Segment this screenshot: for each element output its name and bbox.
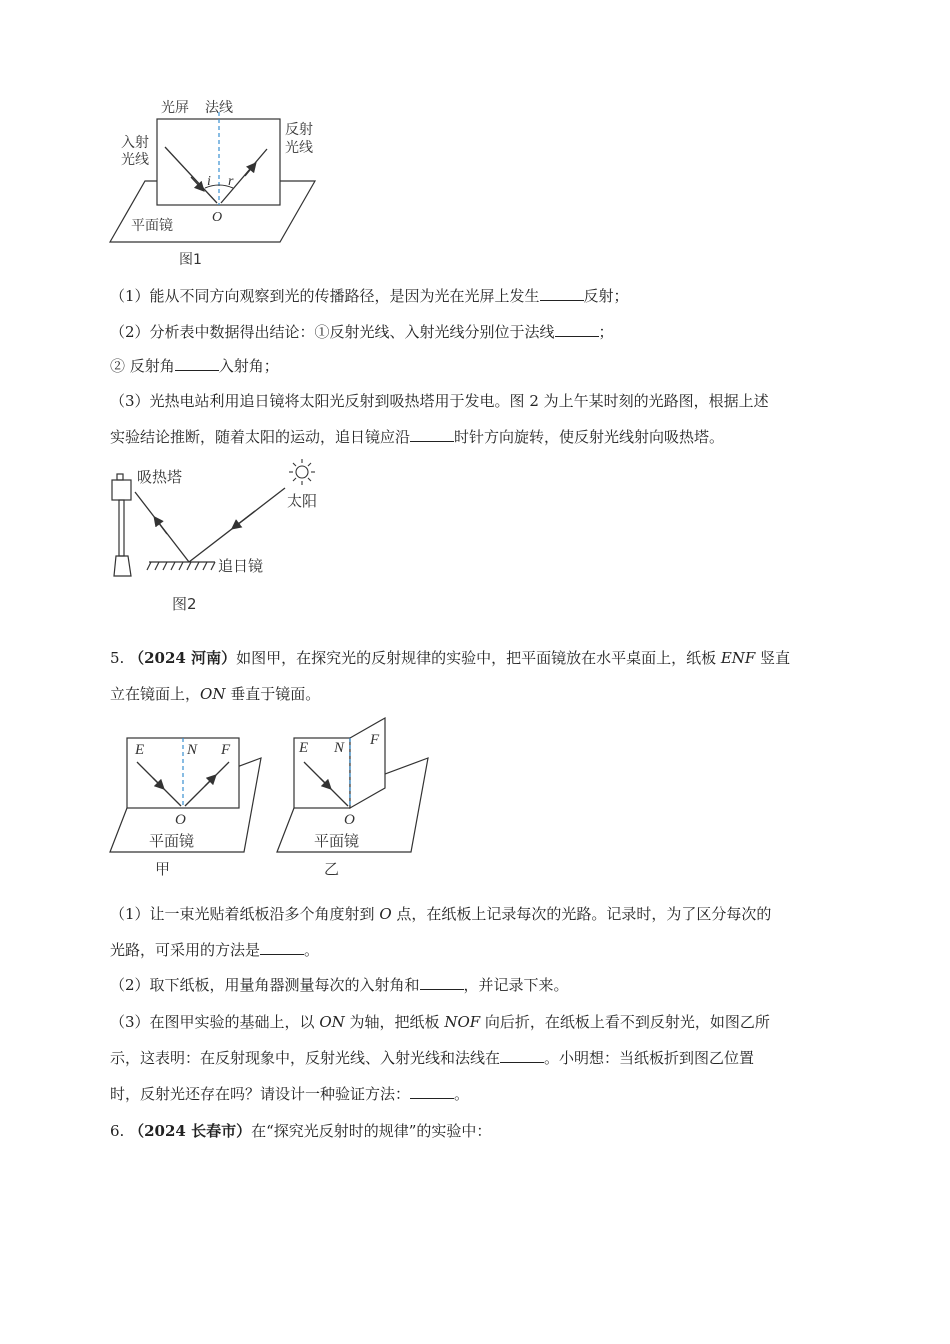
tower-label: 吸热塔: [137, 468, 183, 486]
figure-2-caption: 图2: [172, 595, 197, 613]
label-n: N: [187, 742, 198, 758]
screen-label: 光屏: [161, 100, 189, 116]
question-number: 6.: [110, 1122, 130, 1140]
q4-part3-text: 实验结论推断，随着太阳的运动，追日镜应沿: [110, 428, 411, 446]
q5-text: （3）在图甲实验的基础上，以: [110, 1013, 320, 1031]
q4-part2-text: （2）分析表中数据得出结论：①反射光线、入射光线分别位于法线: [110, 323, 555, 341]
q5-text: 示，这表明：在反射现象中，反射光线、入射光线和法线在: [110, 1049, 501, 1067]
answer-blank[interactable]: [500, 1048, 544, 1063]
q5-text: 。: [304, 941, 320, 959]
q5-text: 垂直于镜面。: [225, 685, 321, 703]
answer-blank[interactable]: [410, 427, 454, 442]
label-n: N: [334, 740, 345, 756]
q6-stem: [110, 1121, 491, 1141]
q4-part2b: [110, 356, 279, 376]
question-source: （2024 长春市）: [129, 1122, 252, 1140]
q5-part3-line1: [110, 1012, 770, 1032]
q4-part2b-text: ② 反射角: [110, 357, 175, 375]
q5-text: 如图甲，在探究光的反射规律的实验中，把平面镜放在水平桌面上，纸板: [236, 649, 721, 667]
heat-absorbing-tower: [112, 474, 131, 576]
sun-icon: [289, 459, 315, 485]
answer-blank[interactable]: [420, 975, 464, 990]
label-o: O: [175, 812, 186, 828]
label-f: F: [221, 742, 231, 758]
q5-text-italic: NOF: [444, 1013, 481, 1031]
normal-label: 法线: [205, 100, 233, 116]
q5-text: 光路，可采用的方法是: [110, 941, 261, 959]
mirror-label: 平面镜: [131, 218, 173, 234]
angle-r-label: r: [228, 174, 234, 189]
q5-text: 向后折，在纸板上看不到反射光，如图乙所: [480, 1013, 770, 1031]
mirror-label: 追日镜: [218, 557, 264, 575]
answer-blank[interactable]: [555, 322, 599, 337]
figure-1-reflection-diagram: [105, 92, 335, 272]
q5-text-italic: ENF: [720, 649, 756, 667]
q4-part1-text-end: 反射；: [583, 287, 629, 305]
point-o-label: O: [212, 210, 223, 225]
q4-part3-text-end: 时针方向旋转，使反射光线射向吸热塔。: [454, 428, 725, 446]
heliostat-mirror: [147, 562, 215, 570]
incident-label-line1: 入射: [121, 135, 149, 151]
q4-part1-text: （1）能从不同方向观察到光的传播路径，是因为光在光屏上发生: [110, 287, 540, 305]
q5-text: 。: [454, 1085, 470, 1103]
caption-yi: 乙: [324, 860, 340, 878]
q5-text: （1）让一束光贴着纸板沿多个角度射到: [110, 905, 380, 923]
q4-part2-text-end: ；: [598, 323, 614, 341]
incident-label-line2: 光线: [121, 152, 149, 168]
answer-blank[interactable]: [410, 1084, 454, 1099]
answer-blank[interactable]: [540, 286, 584, 301]
figure-1-caption: 图1: [179, 252, 202, 268]
angle-i-label: i: [207, 174, 211, 189]
mirror-label: 平面镜: [314, 832, 360, 850]
q5-stem-line1: [110, 648, 790, 668]
q5-text: 点，在纸板上记录每次的光路。记录时，为了区分每次的: [391, 905, 772, 923]
answer-blank[interactable]: [260, 940, 304, 955]
q5-text: （2）取下纸板，用量角器测量每次的入射角和: [110, 976, 420, 994]
label-f: F: [370, 732, 380, 748]
figure-3-cardboard-diagrams: [105, 712, 435, 882]
mirror-label: 平面镜: [149, 832, 195, 850]
q5-part3-line3: [110, 1084, 469, 1104]
q5-part1-line1: [110, 904, 771, 924]
q5-stem-line2: [110, 684, 320, 704]
reflected-label-line2: 光线: [285, 140, 313, 156]
answer-blank[interactable]: [175, 356, 219, 371]
label-o: O: [344, 812, 355, 828]
q4-part3-line1: （3）光热电站利用追日镜将太阳光反射到吸热塔用于发电。图 2 为上午某时刻的光路图，根据上述: [110, 392, 769, 410]
q5-part2: [110, 975, 569, 995]
diagram-yi: [277, 718, 428, 878]
caption-jia: 甲: [155, 860, 171, 878]
q4-part2b-text-end: 入射角；: [218, 357, 279, 375]
q5-text: 竖直: [755, 649, 791, 667]
figure-2-heliostat-diagram: [105, 456, 345, 621]
q5-text-italic: O: [379, 905, 392, 923]
q4-part1: [110, 286, 629, 306]
q6-text: 在“探究光反射时的规律”的实验中：: [251, 1122, 492, 1140]
diagram-jia: [110, 738, 261, 878]
question-source: （2024 河南）: [129, 649, 237, 667]
q5-text: ，并记录下来。: [463, 976, 569, 994]
label-e: E: [135, 742, 145, 758]
q5-text: 。小明想：当纸板折到图乙位置: [544, 1049, 755, 1067]
question-number: 5.: [110, 649, 130, 667]
q5-text: 立在镜面上，: [110, 685, 201, 703]
q5-part1-line2: [110, 940, 319, 960]
q5-text: 时，反射光还存在吗？请设计一种验证方法：: [110, 1085, 411, 1103]
q5-text: 为轴，把纸板: [344, 1013, 445, 1031]
q4-part2: [110, 322, 614, 342]
q5-text-italic: ON: [200, 685, 226, 703]
q5-text-italic: ON: [319, 1013, 345, 1031]
q5-part3-line2: [110, 1048, 754, 1068]
q4-part3-line2: [110, 427, 724, 447]
sun-label: 太阳: [287, 492, 318, 510]
reflected-label-line1: 反射: [285, 122, 313, 138]
label-e: E: [299, 740, 309, 756]
